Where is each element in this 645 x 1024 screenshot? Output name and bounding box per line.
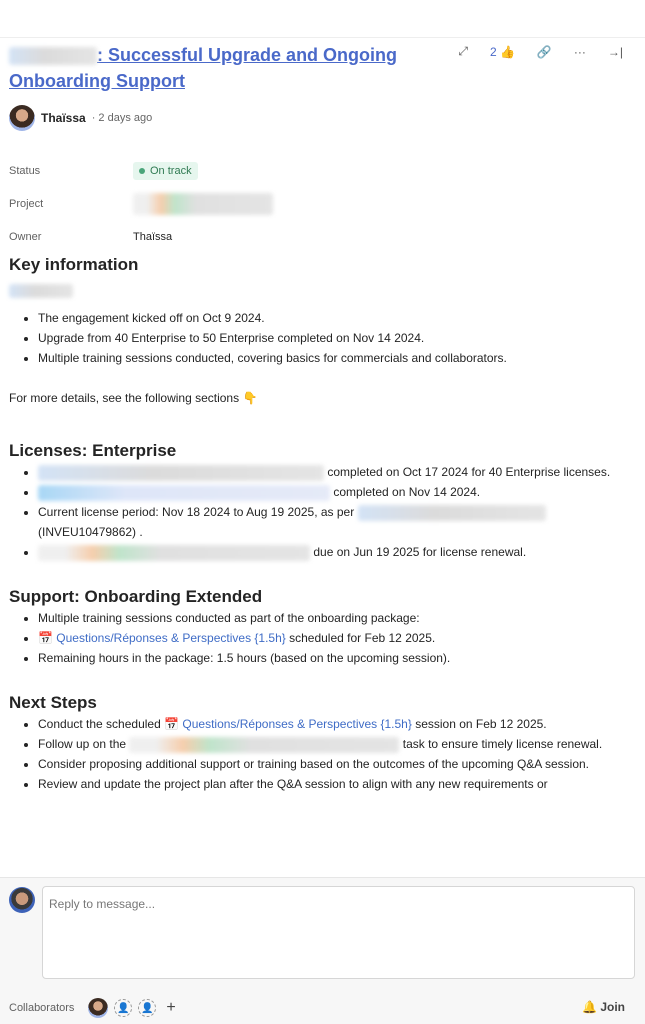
project-value[interactable] — [133, 193, 273, 215]
avatar — [9, 105, 35, 131]
meta-fields — [9, 154, 273, 253]
join-label: Join — [600, 1000, 625, 1014]
support-heading: Support: Onboarding Extended — [9, 587, 263, 606]
post-actions — [458, 44, 623, 59]
link-icon[interactable]: 🔗 — [536, 44, 552, 59]
key-list — [9, 308, 629, 368]
invoice-number: (INVEU10479862) . — [38, 525, 143, 539]
item-text: due on Jun 19 2025 for license renewal. — [313, 545, 527, 559]
reply-input[interactable]: Reply to message... — [42, 886, 635, 979]
more-details-text: For more details, see the following sections 👇 — [9, 391, 258, 405]
status-badge[interactable] — [133, 162, 198, 180]
list-item: • Multiple training sessions conducted as part of the onboarding package: — [38, 608, 629, 628]
list-item — [38, 482, 629, 502]
list-item: • Multiple training sessions conducted, covering basics for commercials and collaborators. — [38, 348, 629, 368]
redacted-task[interactable] — [38, 545, 310, 561]
licenses-heading: Licenses: Enterprise — [9, 441, 177, 460]
close-panel-icon[interactable]: →| — [607, 44, 623, 59]
list-item — [38, 502, 629, 542]
more-options-icon[interactable]: ··· — [573, 44, 586, 59]
post-title[interactable] — [9, 42, 429, 94]
redacted-task[interactable] — [129, 737, 399, 753]
item-text: completed on Nov 14 2024. — [333, 485, 481, 499]
item-text: scheduled for Feb 12 2025. — [285, 631, 436, 645]
owner-label: Owner — [9, 230, 42, 243]
next-steps-heading: Next Steps — [9, 693, 97, 712]
item-text: Conduct the scheduled — [38, 717, 165, 731]
support-list — [9, 608, 629, 668]
item-text: session on Feb 12 2025. — [411, 717, 547, 731]
bell-icon: 🔔 — [582, 1000, 597, 1014]
item-text: Current license period: Nov 18 2024 to Aug 19 2025, as per — [38, 505, 355, 519]
calendar-icon: 📅 — [38, 631, 53, 645]
collaborator-avatar[interactable] — [88, 998, 108, 1018]
next-list — [9, 714, 629, 794]
join-button[interactable] — [582, 1000, 625, 1014]
list-item — [38, 734, 629, 754]
meeting-link[interactable]: Questions/Réponses & Perspectives {1.5h} — [56, 631, 286, 645]
project-label: Project — [9, 197, 44, 210]
redacted-link[interactable] — [358, 505, 546, 521]
item-text: Follow up on the — [38, 737, 127, 751]
add-collaborator-button[interactable]: + — [166, 999, 176, 1016]
redacted-text — [9, 284, 73, 298]
status-label: Status — [9, 164, 41, 177]
post-body — [9, 254, 629, 794]
like-button[interactable] — [490, 45, 515, 59]
list-item: • Consider proposing additional support or training based on the outcomes of the upcoming Q&A session. — [38, 754, 629, 774]
status-value: On track — [150, 164, 192, 177]
thumbs-up-icon: 👍 — [499, 44, 515, 59]
like-count: 2 — [489, 44, 497, 59]
person-placeholder-icon[interactable]: 👤 — [114, 999, 132, 1017]
status-dot-icon — [139, 168, 145, 174]
item-text: task to ensure timely license renewal. — [402, 737, 603, 751]
top-bar — [0, 0, 645, 38]
post-card — [0, 38, 645, 878]
post-time: · 2 days ago — [91, 112, 153, 124]
expand-icon[interactable]: ⤢ — [458, 44, 468, 58]
redacted-link[interactable] — [38, 485, 330, 501]
list-item: • Remaining hours in the package: 1.5 hours (based on the upcoming session). — [38, 648, 629, 668]
meeting-link[interactable]: Questions/Réponses & Perspectives {1.5h} — [182, 717, 412, 731]
author-name[interactable]: Thaïssa — [41, 111, 86, 125]
calendar-icon: 📅 — [164, 717, 180, 731]
licenses-list — [9, 462, 629, 562]
list-item — [38, 542, 629, 562]
list-item: • The engagement kicked off on Oct 9 2024. — [38, 308, 629, 328]
redacted-name — [9, 47, 97, 65]
collaborators — [9, 998, 176, 1018]
reply-area — [0, 878, 645, 1024]
redacted-link[interactable] — [38, 465, 324, 481]
person-placeholder-icon[interactable]: 👤 — [138, 999, 156, 1017]
current-user-avatar — [9, 887, 35, 913]
title-text: : Successful Upgrade and Ongoing Onboarding Support — [9, 45, 398, 91]
list-item: • Upgrade from 40 Enterprise to 50 Enterprise completed on Nov 14 2024. — [38, 328, 629, 348]
list-item: • Review and update the project plan after the Q&A session to align with any new requirements or — [38, 774, 629, 794]
owner-value: Thaïssa — [133, 230, 173, 243]
key-info-heading: Key information — [9, 255, 139, 274]
list-item — [38, 714, 629, 734]
collaborators-label: Collaborators — [9, 1002, 75, 1014]
list-item — [38, 628, 629, 648]
item-text: completed on Oct 17 2024 for 40 Enterprise licenses. — [327, 465, 611, 479]
list-item — [38, 462, 629, 482]
author-line — [9, 105, 152, 131]
